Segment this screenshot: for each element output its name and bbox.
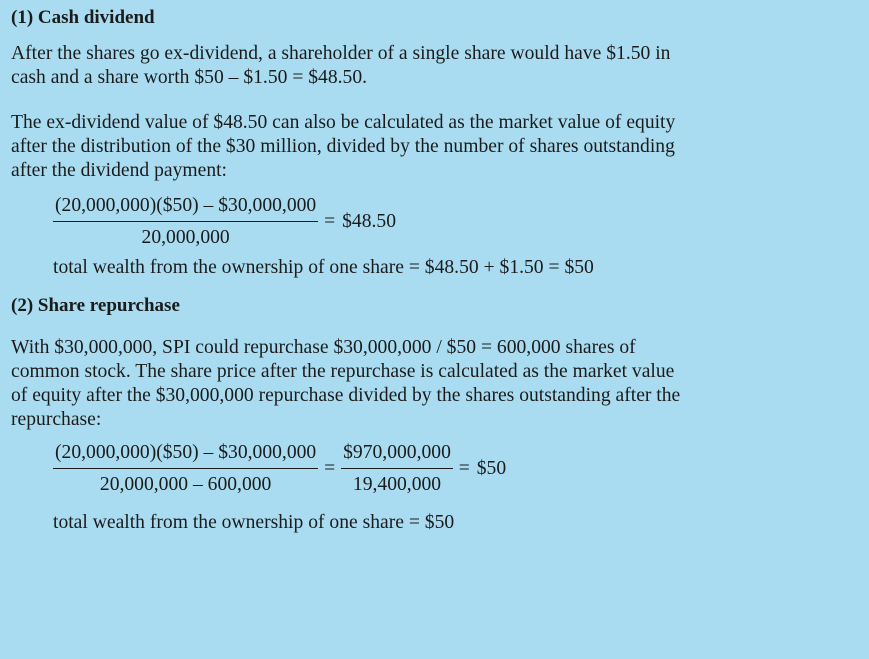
- fraction-numerator: $970,000,000: [341, 441, 453, 469]
- equals-sign: =: [458, 458, 470, 479]
- section-heading-share-repurchase: (2) Share repurchase: [11, 295, 180, 316]
- fraction: [53, 194, 318, 250]
- fraction-numerator: (20,000,000)($50) – $30,000,000: [53, 441, 318, 469]
- equals-sign: =: [324, 211, 336, 232]
- paragraph-line: after the distribution of the $30 million, divided by the number of shares outstanding: [11, 136, 675, 157]
- equation-result: $48.50: [342, 211, 396, 232]
- fraction: [53, 441, 318, 497]
- section-heading-cash-dividend: (1) Cash dividend: [11, 7, 155, 28]
- total-wealth-line: total wealth from the ownership of one share = $48.50 + $1.50 = $50: [53, 257, 594, 278]
- equation-ex-dividend-value: [11, 194, 859, 250]
- paragraph-line: of equity after the $30,000,000 repurchase divided by the shares outstanding after the: [11, 385, 681, 406]
- fraction: [341, 441, 453, 497]
- equation-result: $50: [476, 458, 507, 479]
- paragraph-line: cash and a share worth $50 – $1.50 = $48.50.: [11, 67, 368, 88]
- fraction-denominator: 20,000,000 – 600,000: [99, 474, 272, 495]
- paragraph-line: With $30,000,000, SPI could repurchase $30,000,000 / $50 = 600,000 shares of: [11, 337, 636, 358]
- equals-sign: =: [324, 458, 336, 479]
- paragraph-line: common stock. The share price after the repurchase is calculated as the market value: [11, 361, 675, 382]
- equation-repurchase-price: [11, 441, 859, 497]
- paragraph-line: The ex-dividend value of $48.50 can also be calculated as the market value of equity: [11, 112, 676, 133]
- total-wealth-line: total wealth from the ownership of one share = $50: [53, 512, 455, 533]
- paragraph-line: After the shares go ex-dividend, a shareholder of a single share would have $1.50 in: [11, 43, 671, 64]
- paragraph-line: after the dividend payment:: [11, 160, 228, 181]
- fraction-denominator: 19,400,000: [352, 474, 442, 495]
- fraction-numerator: (20,000,000)($50) – $30,000,000: [53, 194, 318, 222]
- fraction-denominator: 20,000,000: [141, 227, 230, 248]
- paragraph-line: repurchase:: [11, 409, 102, 430]
